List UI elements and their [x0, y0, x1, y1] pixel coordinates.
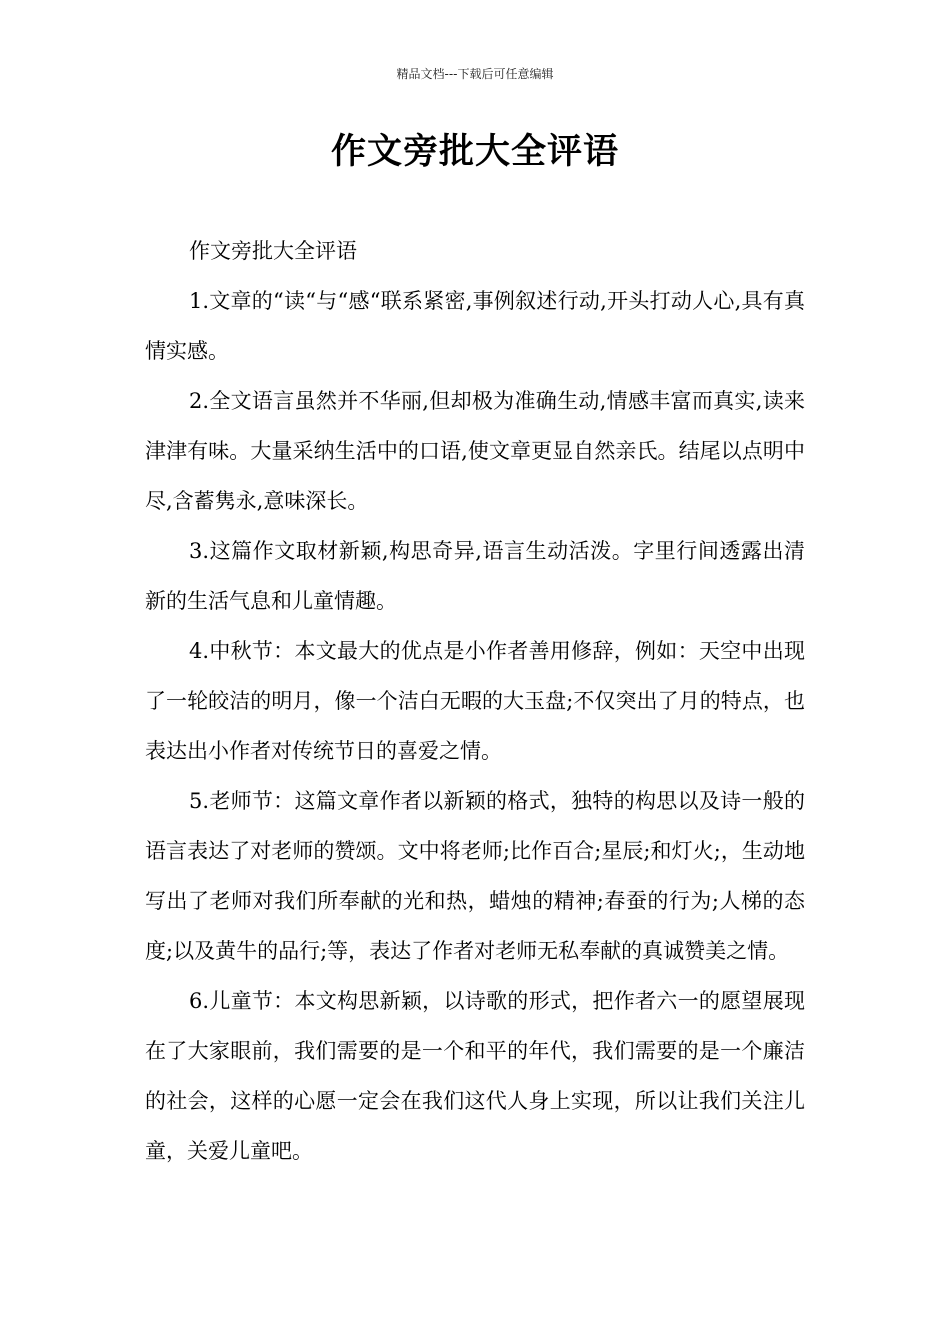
paragraph-comment-6: 6.儿童节：本文构思新颖，以诗歌的形式，把作者六一的愿望展现在了大家眼前，我们需要的是一个和平的年代，我们需要的是一个廉洁的社会，这样的心愿一定会在我们这代人身上实现，所以让我们关注儿童，关爱儿童吧。: [145, 989, 805, 1163]
paragraph-comment-3: 3.这篇作文取材新颖,构思奇异,语言生动活泼。字里行间透露出清新的生活气息和儿童情趣。: [145, 539, 805, 613]
header-note: 精品文档---下载后可任意编辑: [396, 67, 554, 81]
paragraph-comment-4: 4.中秋节：本文最大的优点是小作者善用修辞，例如：天空中出现了一轮皎洁的明月，像一个洁白无暇的大玉盘;不仅突出了月的特点，也表达出小作者对传统节日的喜爱之情。: [145, 639, 805, 763]
document-body: [145, 226, 805, 1176]
paragraph-comment-5: 5.老师节：这篇文章作者以新颖的格式，独特的构思以及诗一般的语言表达了对老师的赞颂。文中将老师;比作百合;星辰;和灯火;，生动地写出了老师对我们所奉献的光和热，蜡烛的精神;春蚕的行为;人梯的态度;以及黄牛的品行;等，表达了作者对老师无私奉献的真诚赞美之情。: [145, 789, 805, 963]
paragraph-comment-2: 2.全文语言虽然并不华丽,但却极为准确生动,情感丰富而真实,读来津津有味。大量采纳生活中的口语,使文章更显自然亲氏。结尾以点明中尽,含蓄隽永,意味深长。: [145, 389, 805, 513]
paragraph-heading: 作文旁批大全评语: [189, 239, 357, 263]
paragraph-comment-1: 1.文章的“读“与“感“联系紧密,事例叙述行动,开头打动人心,具有真情实感。: [145, 289, 805, 363]
document-title: 作文旁批大全评语: [330, 132, 619, 172]
